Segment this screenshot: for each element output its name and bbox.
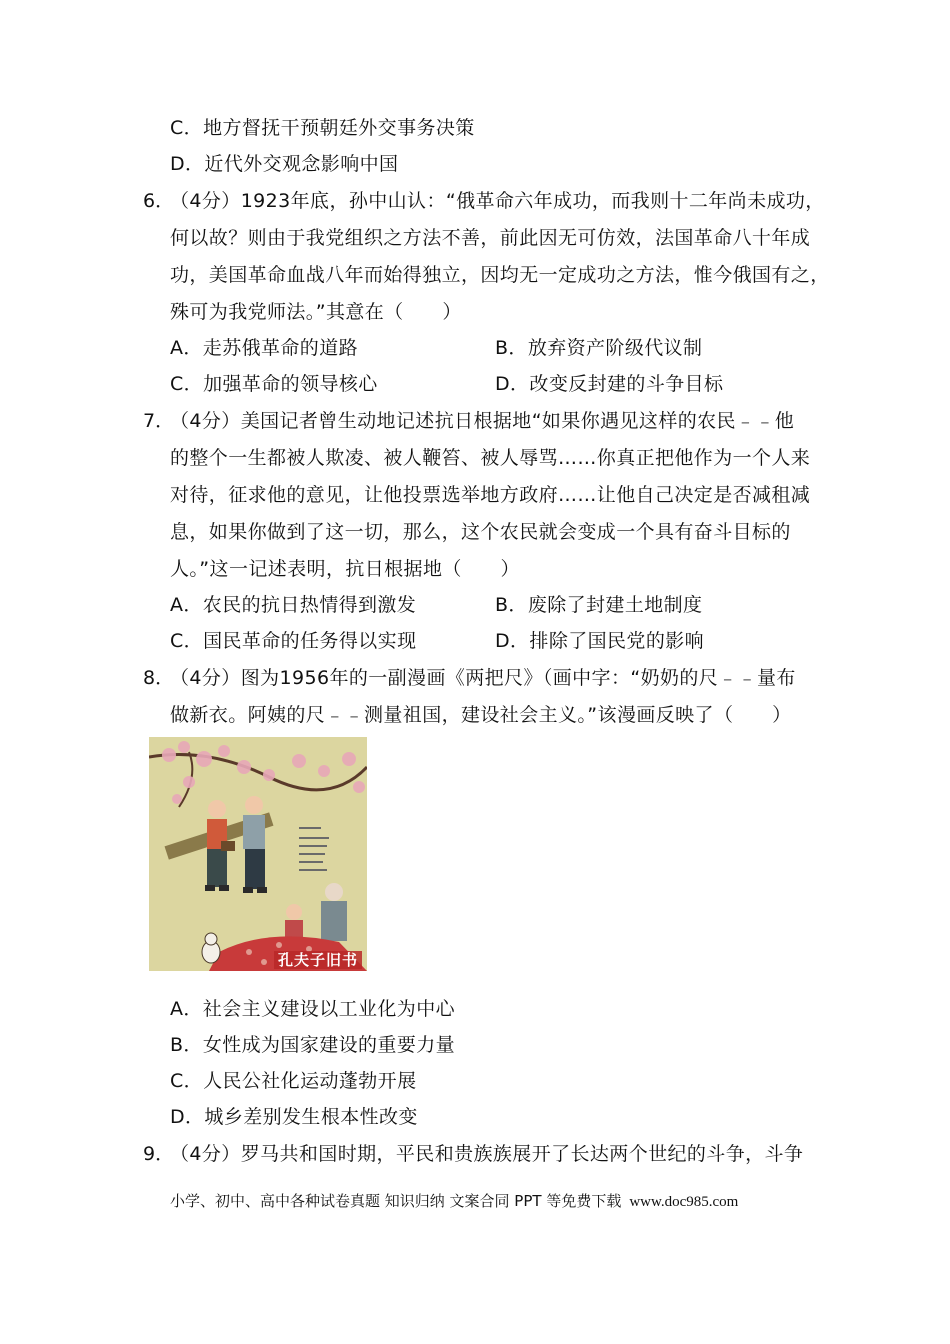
q7-number: 7． bbox=[143, 410, 175, 432]
footer-text: 小学、初中、高中各种试卷真题 知识归纳 文案合同 PPT 等免费下载 bbox=[170, 1192, 622, 1210]
q7-option-b: B．废除了封建土地制度 bbox=[495, 594, 703, 616]
q8-option-d: D．城乡差别发生根本性改变 bbox=[170, 1106, 418, 1128]
q5-option-c: C．地方督抚干预朝廷外交事务决策 bbox=[170, 117, 475, 139]
figure-watermark: 孔夫子旧书 bbox=[274, 951, 362, 969]
q7-stem-line-5: 人。”这一记述表明，抗日根据地（ ） bbox=[170, 558, 520, 580]
q6-stem-line-4: 殊可为我党师法。”其意在（ ） bbox=[170, 301, 462, 323]
q6-stem-line-2: 何以故？则由于我党组织之方法不善，前此因无可仿效，法国革命八十年成 bbox=[170, 227, 811, 249]
q7-option-d: D．排除了国民党的影响 bbox=[495, 630, 705, 652]
q7-option-a: A．农民的抗日热情得到激发 bbox=[170, 594, 417, 616]
q6-option-a: A．走苏俄革命的道路 bbox=[170, 337, 358, 359]
q9-number: 9． bbox=[143, 1143, 175, 1165]
q6-option-d: D．改变反封建的斗争目标 bbox=[495, 373, 724, 395]
q7-stem-line-4: 息，如果你做到了这一切，那么，这个农民就会变成一个具有奋斗目标的 bbox=[170, 521, 791, 543]
q7-stem-line-3: 对待，征求他的意见，让他投票选举地方政府……让他自己决定是否减租减 bbox=[170, 484, 811, 506]
q8-number: 8． bbox=[143, 667, 175, 689]
cartoon-two-rulers-image bbox=[149, 737, 367, 971]
q5-option-d: D．近代外交观念影响中国 bbox=[170, 153, 399, 175]
q8-stem-line-1: （4分）图为1956年的一副漫画《两把尺》（画中字：“奶奶的尺﹣﹣量布 bbox=[170, 667, 796, 689]
q6-stem-line-1: （4分）1923年底，孙中山认：“俄革命六年成功，而我则十二年尚未成功， bbox=[170, 190, 825, 212]
q7-stem-line-1: （4分）美国记者曾生动地记述抗日根据地“如果你遇见这样的农民﹣﹣他 bbox=[170, 410, 795, 432]
q7-option-c: C．国民革命的任务得以实现 bbox=[170, 630, 417, 652]
q7-stem-line-2: 的整个一生都被人欺凌、被人鞭笞、被人辱骂……你真正把他作为一个人来 bbox=[170, 447, 811, 469]
footer-url[interactable]: www.doc985.com bbox=[629, 1194, 739, 1210]
q9-stem-line-1: （4分）罗马共和国时期，平民和贵族族展开了长达两个世纪的斗争，斗争 bbox=[170, 1143, 804, 1165]
q6-number: 6． bbox=[143, 190, 175, 212]
q6-stem-line-3: 功，美国革命血战八年而始得独立，因均无一定成功之方法，惟今俄国有之， bbox=[170, 264, 830, 286]
q8-option-a: A．社会主义建设以工业化为中心 bbox=[170, 998, 455, 1020]
q8-option-b: B．女性成为国家建设的重要力量 bbox=[170, 1034, 456, 1056]
q6-option-b: B．放弃资产阶级代议制 bbox=[495, 337, 703, 359]
q6-option-c: C．加强革命的领导核心 bbox=[170, 373, 378, 395]
q8-option-c: C．人民公社化运动蓬勃开展 bbox=[170, 1070, 417, 1092]
q8-stem-line-2: 做新衣。阿姨的尺﹣﹣测量祖国，建设社会主义。”该漫画反映了（ ） bbox=[170, 704, 792, 726]
page-footer bbox=[170, 1189, 738, 1214]
